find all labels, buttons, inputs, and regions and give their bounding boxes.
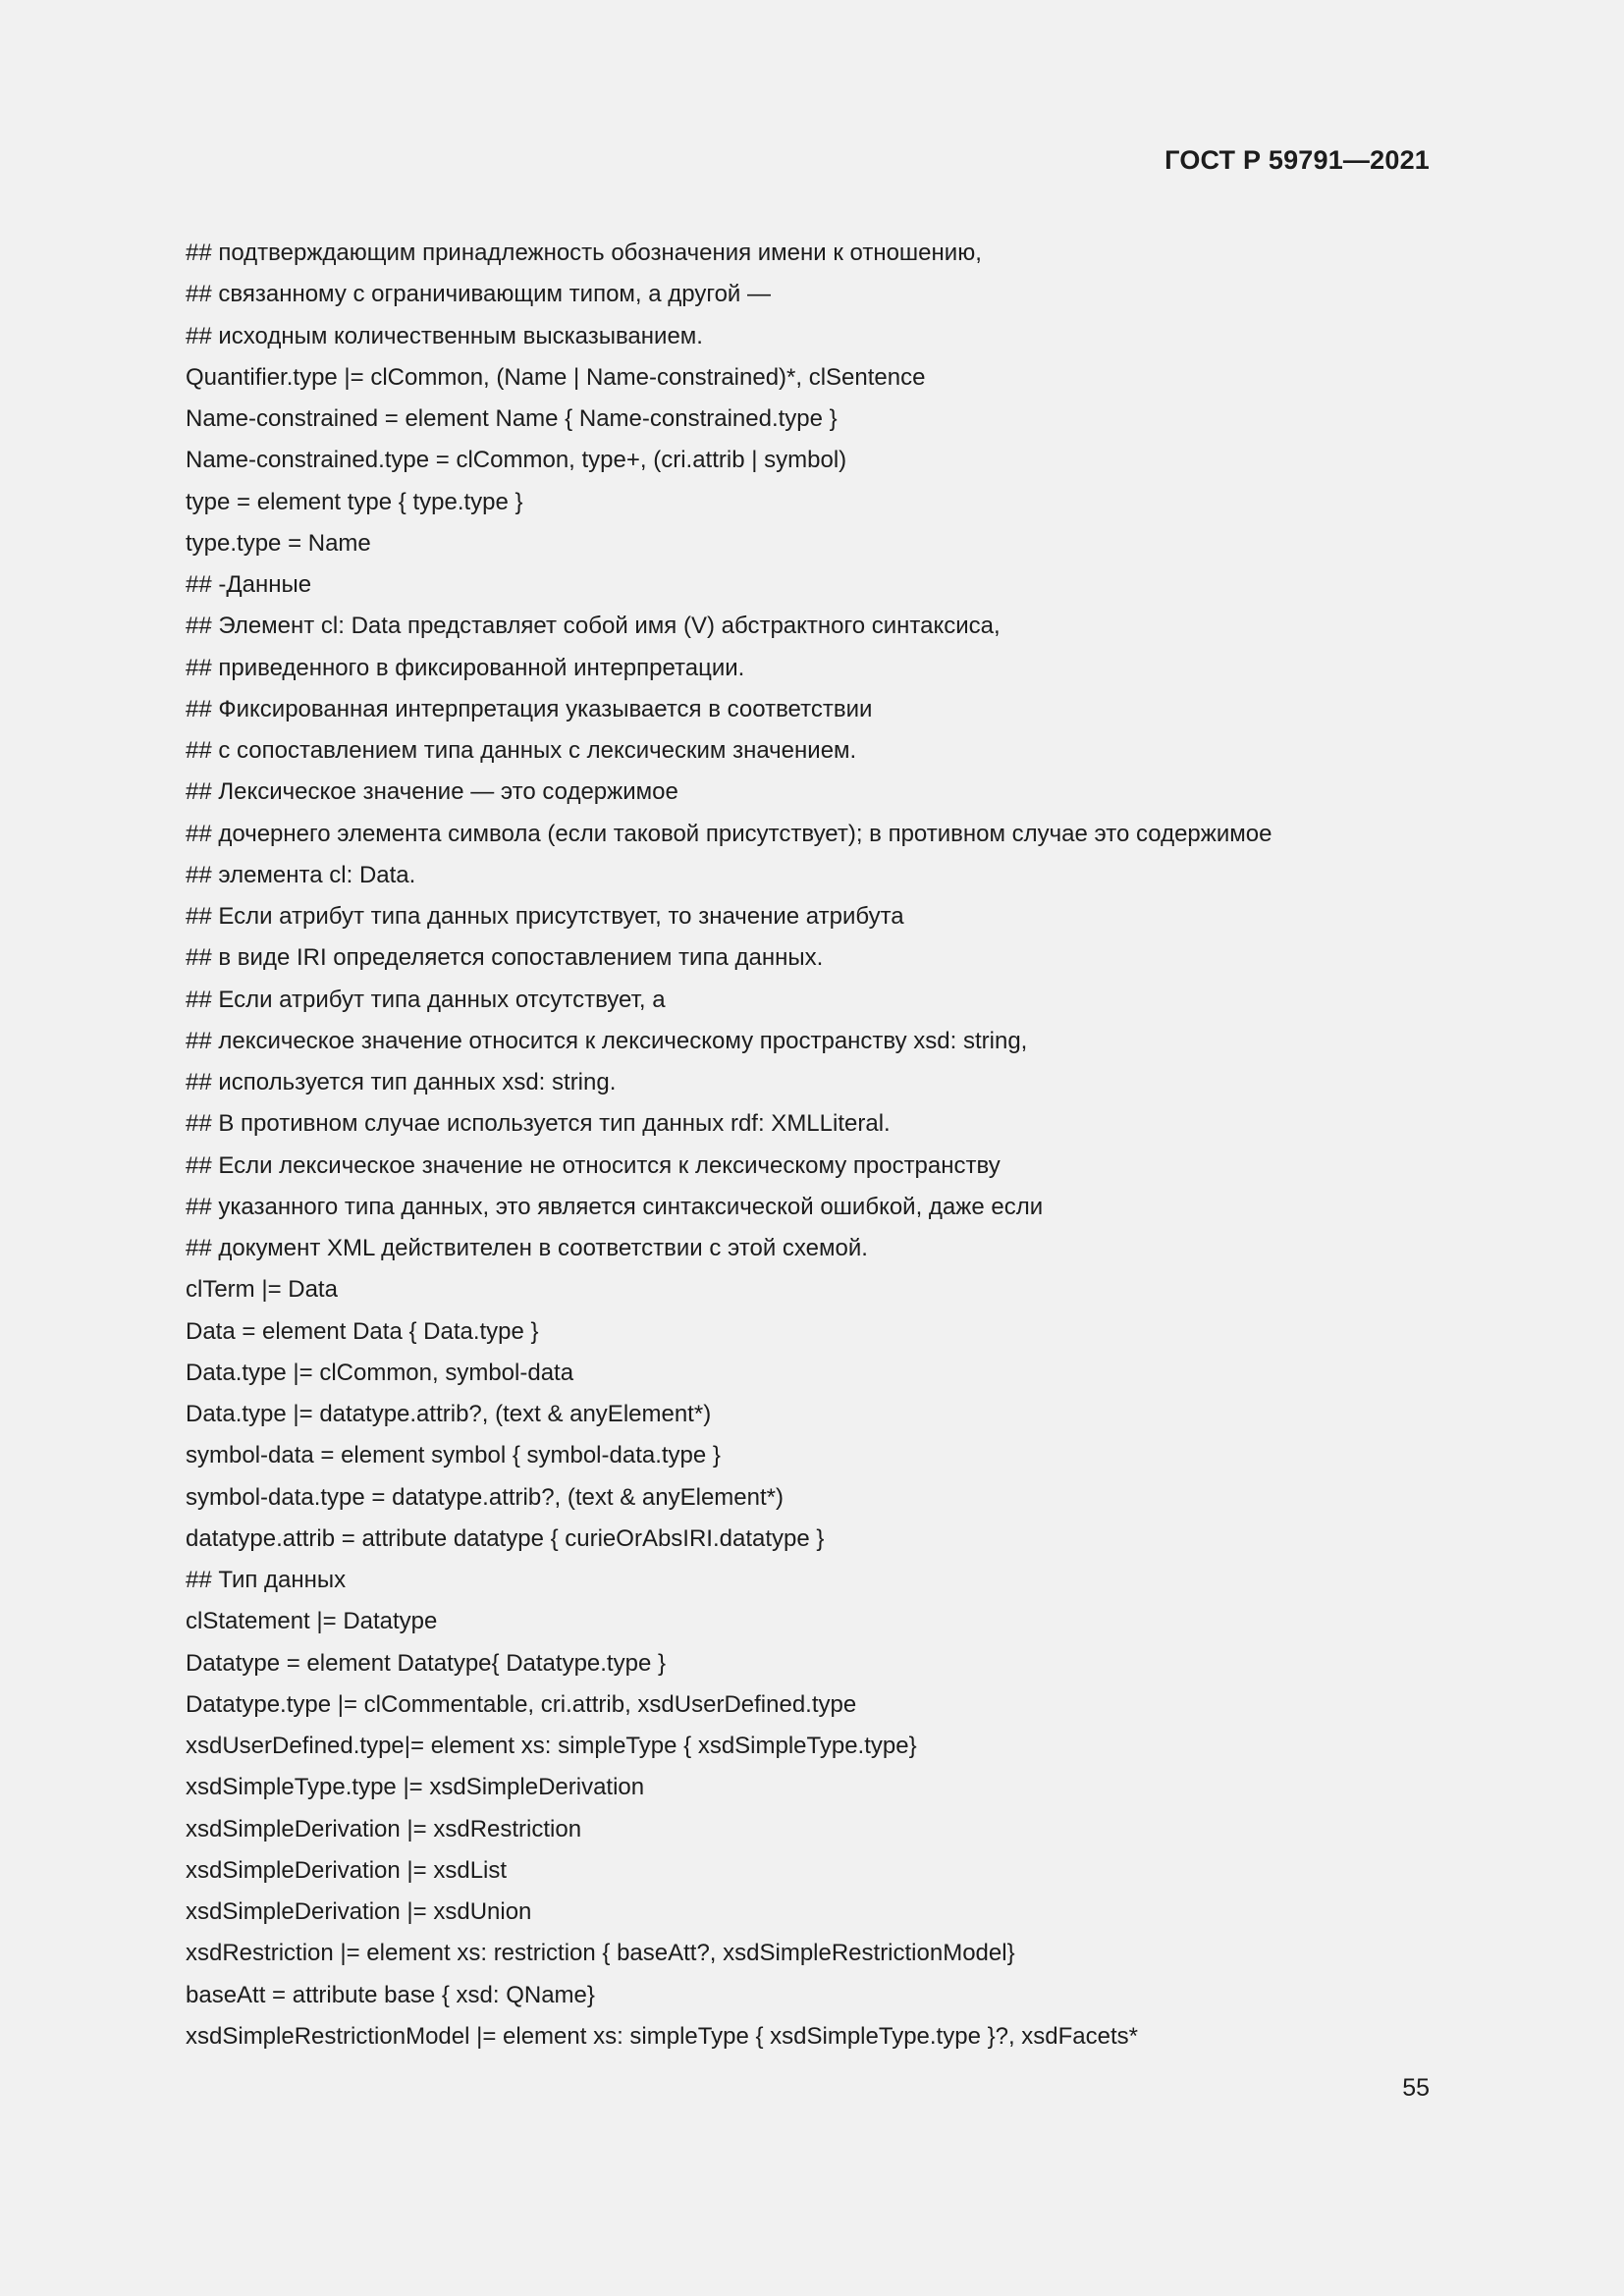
text-line: clStatement |= Datatype (186, 1608, 438, 1635)
text-line: ## в виде IRI определяется сопоставлением типа данных. (186, 944, 824, 972)
document-body (186, 233, 1442, 2057)
text-line: symbol-data = element symbol { symbol-data.type } (186, 1442, 721, 1469)
text-line: Datatype.type |= clCommentable, cri.attrib, xsdUserDefined.type (186, 1690, 857, 1718)
text-line: xsdUserDefined.type|= element xs: simpleType { xsdSimpleType.type} (186, 1733, 917, 1759)
text-line: Name-constrained = element Name { Name-constrained.type } (186, 405, 838, 432)
text-line: Data.type |= datatype.attrib?, (text & anyElement*) (186, 1401, 712, 1427)
text-line: ## лексическое значение относится к лексическому пространству xsd: string, (186, 1027, 1028, 1054)
page-number: 55 (1402, 2074, 1430, 2102)
text-line: ## Лексическое значение — это содержимое (186, 778, 678, 806)
text-line: ## указанного типа данных, это является синтаксической ошибкой, даже если (186, 1193, 1044, 1220)
text-line: Data.type |= clCommon, symbol-data (186, 1359, 574, 1386)
text-line: type.type = Name (186, 529, 371, 557)
text-line: ## используется тип данных xsd: string. (186, 1069, 617, 1095)
text-line: ## подтверждающим принадлежность обозначения имени к отношению, (186, 240, 982, 266)
text-line: ## -Данные (186, 571, 312, 598)
text-line: xsdSimpleType.type |= xsdSimpleDerivation (186, 1774, 645, 1801)
text-line: datatype.attrib = attribute datatype { curieOrAbsIRI.datatype } (186, 1524, 825, 1552)
text-line: clTerm |= Data (186, 1276, 338, 1304)
text-line: Datatype = element Datatype{ Datatype.type } (186, 1649, 666, 1677)
text-line: Quantifier.type |= clCommon, (Name | Name-constrained)*, clSentence (186, 363, 926, 391)
text-line: ## дочернего элемента символа (если таковой присутствует); в противном случае это содержимое (186, 820, 1272, 847)
text-line: xsdSimpleDerivation |= xsdUnion (186, 1898, 532, 1925)
text-line: ## Тип данных (186, 1567, 347, 1593)
text-line: ## Элемент cl: Data представляет собой имя (V) абстрактного синтаксиса, (186, 613, 1001, 640)
text-line: ## В противном случае используется тип данных rdf: XMLLiteral. (186, 1110, 891, 1138)
text-line: ## приведенного в фиксированной интерпретации. (186, 654, 745, 681)
text-line: ## Если атрибут типа данных отсутствует, а (186, 986, 666, 1013)
text-line: ## Если лексическое значение не относится к лексическому пространству (186, 1151, 1001, 1179)
text-line: ## с сопоставлением типа данных с лексическим значением. (186, 737, 857, 764)
text-line: symbol-data.type = datatype.attrib?, (text & anyElement*) (186, 1483, 784, 1511)
text-line: ## связанному с ограничивающим типом, а другой — (186, 281, 771, 308)
text-line: ## исходным количественным высказыванием. (186, 322, 703, 349)
text-line: ## Если атрибут типа данных присутствует, то значение атрибута (186, 903, 904, 930)
text-line: Name-constrained.type = clCommon, type+, (cri.attrib | symbol) (186, 447, 847, 474)
text-line: ## документ XML действителен в соответствии с этой схемой. (186, 1235, 868, 1261)
text-line: xsdSimpleDerivation |= xsdRestriction (186, 1815, 582, 1842)
document-header: ГОСТ Р 59791—2021 (1164, 145, 1430, 175)
text-line: ## Фиксированная интерпретация указывается в соответствии (186, 695, 873, 722)
text-line: ## элемента cl: Data. (186, 861, 416, 888)
text-line: baseAtt = attribute base { xsd: QName} (186, 1981, 595, 2008)
text-line: Data = element Data { Data.type } (186, 1317, 539, 1345)
text-line: xsdSimpleRestrictionModel |= element xs: simpleType { xsdSimpleType.type }?, xsdFacets* (186, 2022, 1138, 2050)
text-line: xsdSimpleDerivation |= xsdList (186, 1856, 508, 1884)
text-line: type = element type { type.type } (186, 488, 523, 515)
text-line: xsdRestriction |= element xs: restriction { baseAtt?, xsdSimpleRestrictionModel} (186, 1940, 1015, 1967)
